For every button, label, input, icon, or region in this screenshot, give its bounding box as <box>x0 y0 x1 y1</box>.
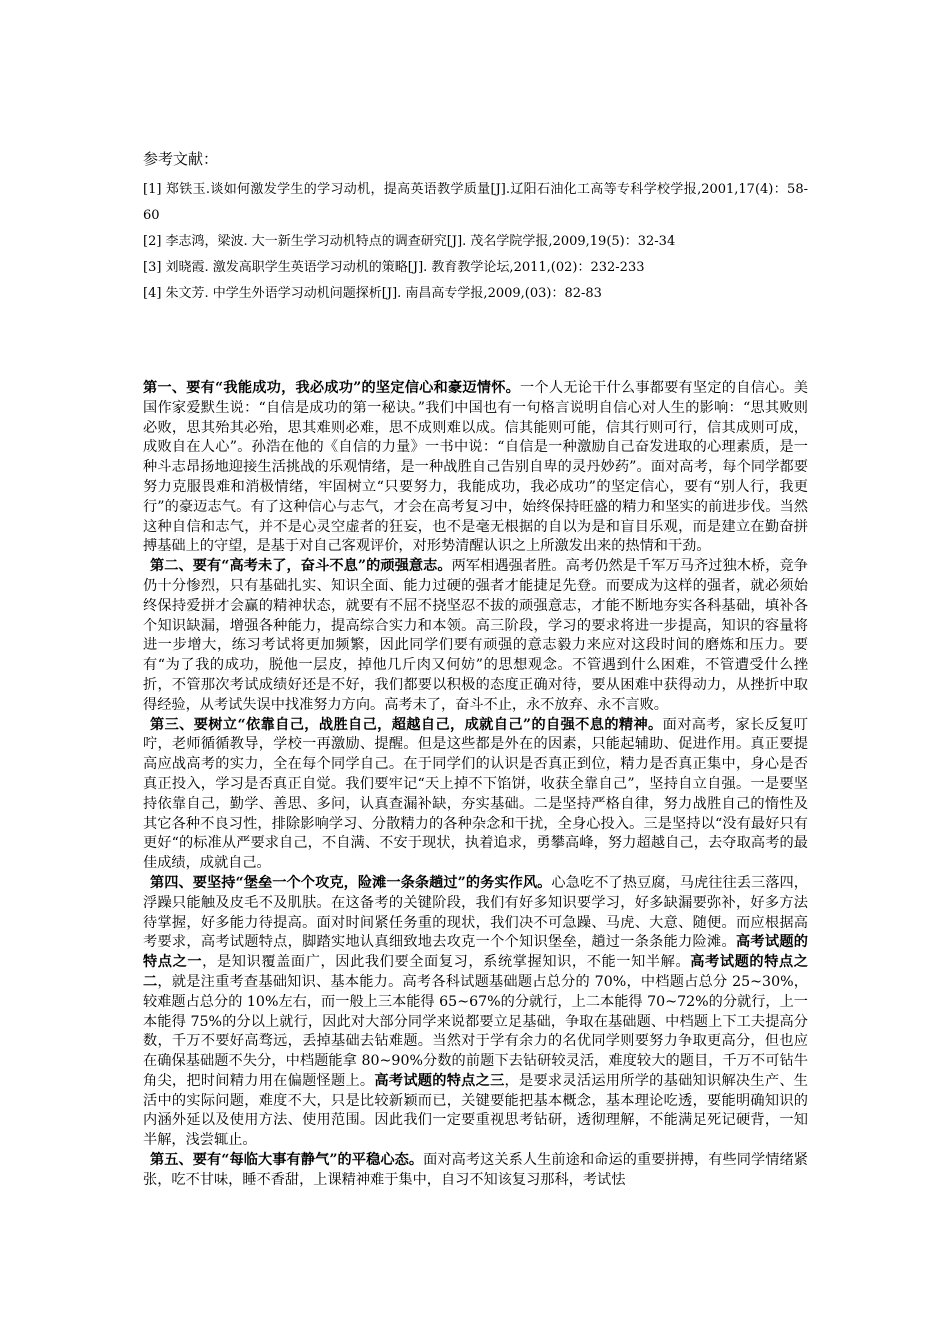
references-section <box>143 148 808 307</box>
paragraph-heading: 第一、要有“我能成功，我必成功”的坚定信心和豪迈情怀。 <box>143 380 521 396</box>
paragraph-practical-style <box>143 874 808 1151</box>
reference-item: [2] 李志鸿，梁波. 大一新生学习动机特点的调查研究[J]. 茂名学院学报,2009,19(5)：32-34 <box>143 234 676 249</box>
paragraph-text: 面对高考这关系人生前途和命运的重要拼搏，有些同学情绪紧张，吃不甘味，睡不香甜，上课精神难于集中，自习不知该复习那科，考试怯 <box>143 1152 808 1188</box>
exam-feature-heading: 高考试题的特点之三 <box>374 1072 505 1089</box>
paragraph-willpower <box>143 557 808 715</box>
exam-feature-heading: 高考试题的特点之二 <box>143 954 808 990</box>
paragraph-text: 两军相遇强者胜。高考仍然是千军万马齐过独木桥，竞争仍十分惨烈，只有基础扎实、知识全面、能力过硬的强者才能捷足先登。而要成为这样的强者，就必须始终保持爱拼才会赢的精神状态，就要有不屈不挠坚忍不拔的顽强意志，才能不断地夯实各科基础，填补各个知识缺漏，增强各种能力，提高综合实力和本领。高三阶段，学习的要求将进一步提高，知识的容量将进一步增大，练习考试将更加频繁，因此同学们要有顽强的意志毅力来应对这段时间的磨炼和压力。要有“为了我的成功，脱他一层皮，掉他几斤肉又何妨”的思想观念。不管遇到什么困难，不管遭受什么挫折，不管那次考试成绩好还是不好，我们都要以积极的态度正确对待，要从困难中获得动力，从挫折中取得经验，从考试失误中找准努力方向。高考未了，奋斗不止，永不放弃、永不言败。 <box>143 558 808 713</box>
references-heading: 参考文献： <box>143 150 219 168</box>
paragraph-self-reliance <box>143 716 808 874</box>
paragraph-text: 一个人无论干什么事都要有坚定的自信心。美国作家爱默生说：“自信是成功的第一秘诀。”我们中国也有一句格言说明自信心对人生的影响：“思其败则必败，思其殆其必殆，思其难则必难，思不成则难以成。信其能则可能，信其行则可行，信其成则可成，成败自在人心”。孙浩在他的《自信的力量》一书中说：“自信是一种激励自己奋发进取的心理素质，是一种斗志昂扬地迎接生活挑战的乐观情绪，是一种战胜自己告别自卑的灵丹妙药”。面对高考，每个同学都要努力克服畏难和消极情绪，牢固树立“只要努力，我能成功，我必成功”的坚定信心，要有“别人行，我更行”的豪迈志气。有了这种信心与志气，才会在高考复习中，始终保持旺盛的精力和坚实的前进步伐。当然这种自信和志气，并不是心灵空虚者的狂妄，也不是毫无根据的自以为是和盲目乐观，而是建立在勤奋拼搏基础上的守望，是基于对自己客观评价，对形势清醒认识之上所激发出来的热情和干劲。 <box>143 380 808 555</box>
reference-item: [1] 郑铁玉.谈如何激发学生的学习动机，提高英语教学质量[J].辽阳石油化工高等专科学校学报,2001,17(4)：58-60 <box>143 182 808 223</box>
paragraph-heading: 第五、要有“每临大事有静气”的平稳心态。 <box>150 1152 424 1169</box>
paragraph-heading: 第四、要坚持“堡垒一个个攻克，险滩一条条趟过”的务实作风。 <box>150 874 552 891</box>
paragraph-text: ，是知识覆盖面广，因此我们要全面复习，系统掌握知识，不能一知半解。 <box>202 954 691 971</box>
paragraph-heading: 第三、要树立“依靠自己，战胜自己，超越自己，成就自己”的自强不息的精神。 <box>150 716 663 733</box>
article-body <box>143 379 808 1191</box>
paragraph-calm-mindset <box>143 1151 808 1191</box>
paragraph-confidence <box>143 379 808 557</box>
paragraph-text: ，就是注重考查基础知识、基本能力。高考各科试题基础题占总分的 70%，中档题占总分 25~30%，较难题占总分的 10%左右，而一般上三本能得 65~67%的分就行，上二本能得 70~72%的分就行，上一本能得 75%的分以上就行，因此对大部分同学来说都要立足基础，争取在基础题、中档题上下工夫提高分数，千万不要好高骛远，丢掉基础去钻难题。当然对于学有余力的名优同学则要努力争取更高分，但也应在确保基础题不失分，中档题能拿 80~90%分数的前题下去钻研较灵活，难度较大的题目，千万不可钻牛角尖，把时间精力用在偏题怪题上。 <box>143 973 808 1089</box>
reference-item: [4] 朱文芳. 中学生外语学习动机问题探析[J]. 南昌高专学报,2009,(03)：82-83 <box>143 286 602 301</box>
paragraph-text: 面对高考，家长反复叮咛，老师循循教导，学校一再激励、提醒。但是这些都是外在的因素，只能起辅助、促进作用。真正要提高应战高考的实力，全在每个同学自己。在于同学们的认识是否真正到位，精力是否真正集中，身心是否真正投入，学习是否真正自觉。我们要牢记“天上掉不下馅饼，收获全靠自己”，坚持自立自强。一是要坚持依靠自己，勤学、善思、多问，认真查漏补缺，夯实基础。二是坚持严格自律，努力战胜自己的惰性及其它各种不良习性，排除影响学习、分散精力的各种杂念和干扰，全身心投入。三是坚持以“没有最好只有更好“的标准从严要求自己，不自满、不安于现状，执着追求，勇攀高峰，努力超越自己，去夺取高考的最佳成绩，成就自己。 <box>143 716 808 872</box>
paragraph-text: 心急吃不了热豆腐，马虎往往丢三落四，浮躁只能触及皮毛不及肌肤。在这备考的关键阶段，我们有好多知识要学习，好多缺漏要弥补，好多方法待掌握，好多能力待提高。面对时间紧任务重的现状，我们决不可急躁、马虎、大意、随便。而应根据高考要求，高考试题特点，脚踏实地认真细致地去攻克一个个知识堡垒，趟过一条条能力险滩。 <box>143 874 808 951</box>
reference-item: [3] 刘晓霞. 激发高职学生英语学习动机的策略[J]. 教育教学论坛,2011,(02)：232-233 <box>143 260 645 275</box>
paragraph-heading: 第二、要有“高考未了，奋斗不息”的顽强意志。 <box>150 558 452 575</box>
paragraph-text: ，是要求灵活运用所学的基础知识解决生产、生活中的实际问题，难度不大，只是比较新颖而已，关键要能把基本概念，基本理论吃透，要能明确知识的内涵外延以及使用方法、使用范围。因此我们一定要重视思考钻研，透彻理解，不能满足死记硬背，一知半解，浅尝辄止。 <box>143 1072 808 1149</box>
exam-feature-heading: 高考试题的特点之一 <box>143 934 808 971</box>
